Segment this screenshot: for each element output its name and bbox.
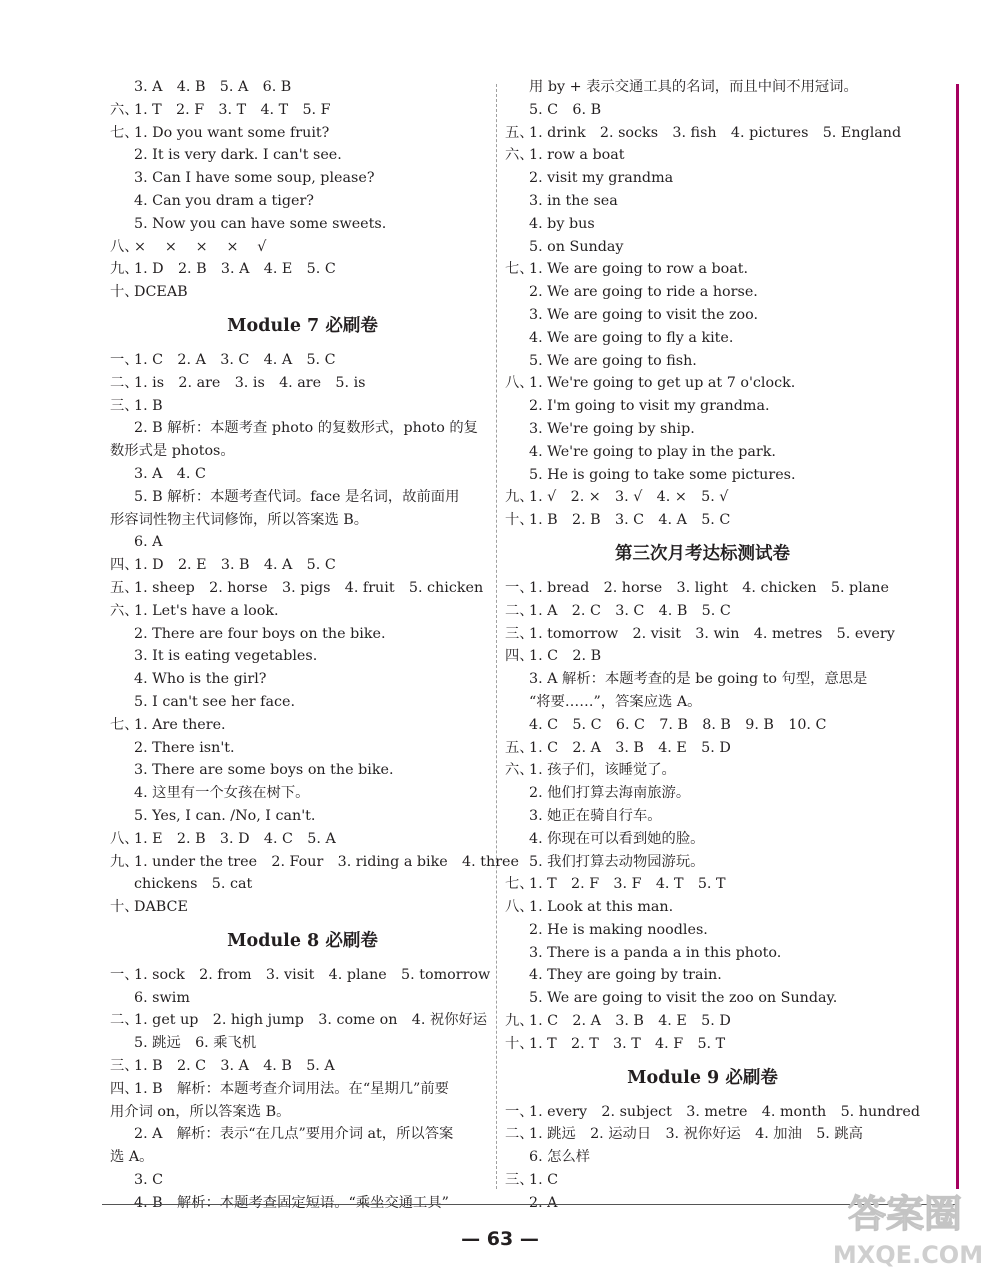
answer-line (505, 896, 900, 919)
question-number: 十、 (505, 512, 534, 529)
question-number: 一、 (505, 579, 534, 596)
answer-text: 4. 这里有一个女孩在树下。 (134, 785, 310, 802)
answer-text: 3. A 解析：本题考查的是 be going to 句型，意思是 (529, 671, 868, 688)
answer-line (505, 600, 900, 623)
question-number: 二、 (505, 1126, 534, 1143)
question-number: 八、 (110, 238, 139, 255)
answer-line (505, 691, 900, 714)
question-number: 六、 (110, 101, 139, 118)
answer-line (505, 144, 900, 167)
question-number: 三、 (505, 1172, 534, 1189)
answer-line (110, 1032, 495, 1055)
answer-text: 1. 跳远 2. 运动日 3. 祝你好运 4. 加油 5. 跳高 (529, 1126, 863, 1143)
answer-line (110, 167, 495, 190)
answer-text: 1. row a boat (529, 147, 625, 164)
answer-text: 5. I can't see her face. (134, 693, 296, 710)
answer-text: 1. B 2. B 3. C 4. A 5. C (529, 512, 731, 529)
answer-text: 2. He is making noodles. (529, 921, 708, 938)
answer-text: 1. under the tree 2. Four 3. riding a bike 4. three (134, 853, 519, 870)
answer-text: 5. Yes, I can. /No, I can't. (134, 807, 316, 824)
answer-text: 5. 我们打算去动物园游玩。 (529, 853, 705, 870)
answer-text: 1. C (529, 1172, 559, 1189)
answer-text: 6. A (134, 534, 163, 551)
left-column (110, 76, 519, 1215)
answer-line (505, 190, 900, 213)
answer-line (505, 441, 900, 464)
question-number: 十、 (110, 899, 139, 916)
answer-text: 4. We're going to play in the park. (529, 443, 776, 460)
answer-line (505, 281, 900, 304)
answer-text: 5. on Sunday (529, 238, 624, 255)
answer-text: 3. There are some boys on the bike. (134, 762, 394, 779)
watermark-url: MXQE.COM (832, 1241, 984, 1269)
question-number: 三、 (505, 625, 534, 642)
answer-text: 1. Do you want some fruit? (134, 124, 330, 141)
answer-text: 1. We are going to row a boat. (529, 261, 749, 278)
margin-color-bar (956, 84, 959, 1189)
answer-text: 用介词 on，所以答案选 B。 (110, 1103, 291, 1120)
answer-line (505, 873, 900, 896)
section-title: Module 9 必刷卷 (627, 1067, 778, 1088)
answer-text: 3. A 4. B 5. A 6. B (134, 79, 292, 95)
section-title: 第三次月考达标测试卷 (615, 543, 790, 564)
answer-line (505, 509, 900, 532)
question-number: 六、 (505, 147, 534, 164)
answer-line (110, 691, 495, 714)
answer-text: 数形式是 photos。 (110, 443, 235, 460)
question-number: 九、 (505, 489, 534, 506)
answer-line (110, 1123, 495, 1146)
question-number: 六、 (505, 762, 534, 779)
answer-text: chickens 5. cat (134, 876, 253, 893)
answer-line (505, 99, 900, 122)
answer-line (110, 190, 495, 213)
question-number: 七、 (505, 261, 534, 278)
answer-text: 3. There is a panda a in this photo. (529, 944, 782, 961)
section-title: Module 7 必刷卷 (227, 315, 378, 336)
answer-text: 3. We're going by ship. (529, 420, 695, 437)
answer-text: 1. T 2. F 3. F 4. T 5. T (529, 876, 726, 893)
answer-line (505, 1010, 900, 1033)
section-title: Module 8 必刷卷 (227, 930, 378, 951)
answer-text: 1. D 2. E 3. B 4. A 5. C (134, 557, 336, 574)
answer-line (505, 395, 900, 418)
question-number: 六、 (110, 602, 139, 619)
answer-line (110, 737, 495, 760)
answer-line (505, 782, 900, 805)
answer-text: 3. We are going to visit the zoo. (529, 306, 759, 323)
answer-line (110, 600, 495, 623)
watermark-label: 答案圈 (847, 1192, 963, 1236)
answer-line (110, 463, 495, 486)
answer-text: 4. 你现在可以看到她的脸。 (529, 830, 705, 847)
answer-text: 1. T 2. F 3. T 4. T 5. F (134, 101, 331, 118)
answer-text: 1. C 2. A 3. C 4. A 5. C (134, 351, 336, 368)
answer-line (110, 417, 495, 440)
answer-text: 1. is 2. are 3. is 4. are 5. is (134, 374, 366, 391)
answer-text: 1. C 2. A 3. B 4. E 5. D (529, 739, 731, 756)
answer-line (505, 1033, 900, 1056)
answer-line (110, 531, 495, 554)
answer-line (505, 213, 900, 236)
answer-text: 3. A 4. C (134, 465, 206, 482)
question-number: 十、 (505, 1035, 534, 1052)
answer-line (110, 213, 495, 236)
answer-text: 2. visit my grandma (529, 170, 674, 187)
question-number: 三、 (110, 1058, 139, 1075)
answer-line (110, 577, 495, 600)
question-number: 一、 (110, 966, 139, 983)
question-number: 九、 (505, 1013, 534, 1030)
answer-line (505, 236, 900, 259)
answer-line (505, 919, 900, 942)
answer-text: 1. D 2. B 3. A 4. E 5. C (134, 261, 336, 278)
question-number: 四、 (110, 1080, 139, 1097)
answer-text: 3. in the sea (529, 192, 618, 209)
answer-line (505, 1123, 900, 1146)
answer-line (505, 668, 900, 691)
answer-text: 3. It is eating vegetables. (134, 648, 318, 665)
answer-text: 3. 她正在骑自行车。 (529, 807, 662, 824)
answer-text: 4. We are going to fly a kite. (529, 329, 734, 346)
answer-text: 1. E 2. B 3. D 4. C 5. A (134, 830, 336, 847)
answer-line (110, 554, 495, 577)
watermark-logo (820, 1183, 990, 1273)
answer-line (110, 623, 495, 646)
answer-text: 4. C 5. C 6. C 7. B 8. B 9. B 10. C (529, 716, 827, 733)
answer-text: 5. He is going to take some pictures. (529, 466, 796, 483)
answer-text: 5. We are going to visit the zoo on Sunday. (529, 990, 838, 1007)
answer-text: 3. C (134, 1172, 164, 1189)
answer-text: 2. There isn't. (134, 739, 235, 756)
question-number: 八、 (505, 375, 534, 392)
answer-text: 1. sheep 2. horse 3. pigs 4. fruit 5. chicken (134, 579, 484, 596)
answer-line (110, 1101, 495, 1124)
answer-line (110, 509, 495, 532)
answer-text: 4. Can you dram a tiger? (134, 192, 314, 209)
answer-text: 1. T 2. T 3. T 4. F 5. T (529, 1035, 726, 1052)
answer-text: 5. C 6. B (529, 101, 602, 118)
question-number: 八、 (110, 830, 139, 847)
answer-line (505, 464, 900, 487)
question-number: 九、 (110, 853, 139, 870)
answer-text: 1. C 2. B (529, 648, 602, 665)
answer-line (110, 873, 495, 896)
answer-text: 6. swim (134, 989, 190, 1006)
answer-text: 1. A 2. C 3. C 4. B 5. C (529, 602, 731, 619)
answer-line (110, 144, 495, 167)
answer-line (505, 418, 900, 441)
answer-line (110, 258, 495, 281)
answer-text: 5. 跳远 6. 乘飞机 (134, 1035, 257, 1052)
answer-text: 3. Can I have some soup, please? (134, 170, 375, 187)
answer-text: 1. bread 2. horse 3. light 4. chicken 5. plane (529, 579, 889, 596)
answer-text: 2. 他们打算去海南旅游。 (529, 785, 691, 802)
question-number: 七、 (110, 716, 139, 733)
answer-line (110, 486, 495, 509)
answer-text: 1. tomorrow 2. visit 3. win 4. metres 5. every (529, 625, 895, 642)
answer-line (110, 1009, 495, 1032)
answer-text: 5. B 解析：本题考查代词。face 是名词，故前面用 (134, 488, 460, 505)
answer-line (110, 76, 495, 99)
answer-text: 1. B 解析：本题考查介词用法。在“星期几”前要 (134, 1080, 449, 1097)
question-number: 五、 (110, 579, 139, 596)
answer-line (110, 1169, 495, 1192)
answer-line (505, 167, 900, 190)
answer-text: 1. get up 2. high jump 3. come on 4. 祝你好运 (134, 1012, 488, 1029)
answer-line (110, 281, 495, 304)
question-number: 一、 (505, 1103, 534, 1120)
answer-text: 4. by bus (529, 215, 595, 232)
column-divider (496, 84, 497, 1189)
answer-text: “将要……”，答案应选 A。 (529, 693, 702, 710)
question-number: 二、 (110, 1012, 139, 1029)
answer-line (110, 851, 519, 874)
question-number: 三、 (110, 397, 139, 414)
answer-text: 5. We are going to fish. (529, 352, 697, 369)
answer-line (505, 304, 900, 327)
answer-line (505, 828, 900, 851)
answer-line (110, 1146, 495, 1169)
question-number: 十、 (110, 284, 139, 301)
answer-text: 2. We are going to ride a horse. (529, 284, 758, 301)
answer-text: 6. 怎么样 (529, 1149, 591, 1166)
question-number: 七、 (505, 876, 534, 893)
answer-text: 1. √ 2. × 3. √ 4. × 5. √ (529, 489, 729, 506)
answer-line (505, 258, 900, 281)
question-number: 一、 (110, 351, 139, 368)
answer-text: DCEAB (134, 284, 188, 301)
question-number: 五、 (505, 739, 534, 756)
answer-text: 1. Let's have a look. (134, 602, 279, 619)
answer-line (505, 645, 900, 668)
answer-line (110, 668, 495, 691)
answer-text: 1. B 2. C 3. A 4. B 5. A (134, 1058, 335, 1075)
answer-line (505, 350, 900, 373)
answer-line (110, 1078, 495, 1101)
answer-line (505, 76, 900, 99)
page-number: — 63 — (461, 1228, 539, 1250)
question-number: 九、 (110, 261, 139, 278)
answer-text: 2. A 解析：表示“在几点”要用介词 at，所以答案 (134, 1126, 454, 1143)
answer-text: 4. B 解析：本题考查固定短语。“乘坐交通工具” (134, 1194, 449, 1211)
answer-line (505, 942, 900, 965)
answer-text: 用 by + 表示交通工具的名词，而且中间不用冠词。 (529, 79, 858, 95)
answer-line (505, 805, 900, 828)
answer-line (505, 1101, 920, 1124)
answer-line (110, 236, 495, 259)
answer-line (110, 782, 495, 805)
answer-line (110, 372, 495, 395)
question-number: 二、 (110, 374, 139, 391)
answer-text: × × × × √ (134, 238, 267, 255)
answer-line (505, 486, 900, 509)
answer-line (505, 851, 900, 874)
answer-line (505, 577, 900, 600)
answer-line (505, 327, 900, 350)
answer-text: 1. Are there. (134, 716, 226, 733)
answer-text: 1. sock 2. from 3. visit 4. plane 5. tomorrow (134, 966, 491, 983)
answer-line (505, 964, 900, 987)
answer-line (505, 759, 900, 782)
answer-line (505, 737, 900, 760)
answer-line (505, 122, 900, 145)
answer-line (505, 372, 900, 395)
question-number: 七、 (110, 124, 139, 141)
answer-text: 1. 孩子们，该睡觉了。 (529, 762, 676, 779)
answer-text: 4. They are going by train. (529, 967, 722, 984)
question-number: 四、 (110, 557, 139, 574)
answer-line (110, 714, 495, 737)
answer-text: 5. Now you can have some sweets. (134, 215, 387, 232)
answer-text: 1. We're going to get up at 7 o'clock. (529, 375, 796, 392)
answer-text: 1. C 2. A 3. B 4. E 5. D (529, 1013, 731, 1030)
question-number: 四、 (505, 648, 534, 665)
answer-line (110, 964, 495, 987)
answer-line (505, 1146, 900, 1169)
answer-text: 形容词性物主代词修饰，所以答案选 B。 (110, 511, 369, 528)
answer-line (110, 805, 495, 828)
question-number: 二、 (505, 602, 534, 619)
answer-text: 2. It is very dark. I can't see. (134, 147, 342, 164)
answer-text: 2. A (529, 1194, 558, 1211)
answer-line (110, 645, 495, 668)
answer-line (110, 440, 495, 463)
answer-text: 1. drink 2. socks 3. fish 4. pictures 5. England (529, 124, 902, 141)
answer-line (505, 623, 900, 646)
question-number: 八、 (505, 899, 534, 916)
answer-text: 4. Who is the girl? (134, 671, 267, 688)
answer-text: DABCE (134, 899, 188, 916)
answer-text: 选 A。 (110, 1149, 154, 1166)
answer-line (110, 99, 495, 122)
answer-line (110, 987, 495, 1010)
answer-text: 2. B 解析：本题考查 photo 的复数形式，photo 的复 (134, 420, 478, 437)
answer-line (505, 714, 900, 737)
answer-line (110, 349, 495, 372)
answer-text: 2. There are four boys on the bike. (134, 625, 386, 642)
question-number: 五、 (505, 124, 534, 141)
right-column (505, 76, 920, 1215)
answer-text: 1. every 2. subject 3. metre 4. month 5. hundred (529, 1103, 920, 1120)
answer-text: 1. B (134, 397, 163, 414)
answer-line (110, 896, 495, 919)
answer-line (110, 395, 495, 418)
answer-line (505, 987, 900, 1010)
answer-line (110, 759, 495, 782)
answer-text: 1. Look at this man. (529, 899, 674, 916)
answer-line (110, 828, 495, 851)
answer-line (110, 1055, 495, 1078)
answer-line (110, 122, 495, 145)
answer-text: 2. I'm going to visit my grandma. (529, 398, 770, 415)
